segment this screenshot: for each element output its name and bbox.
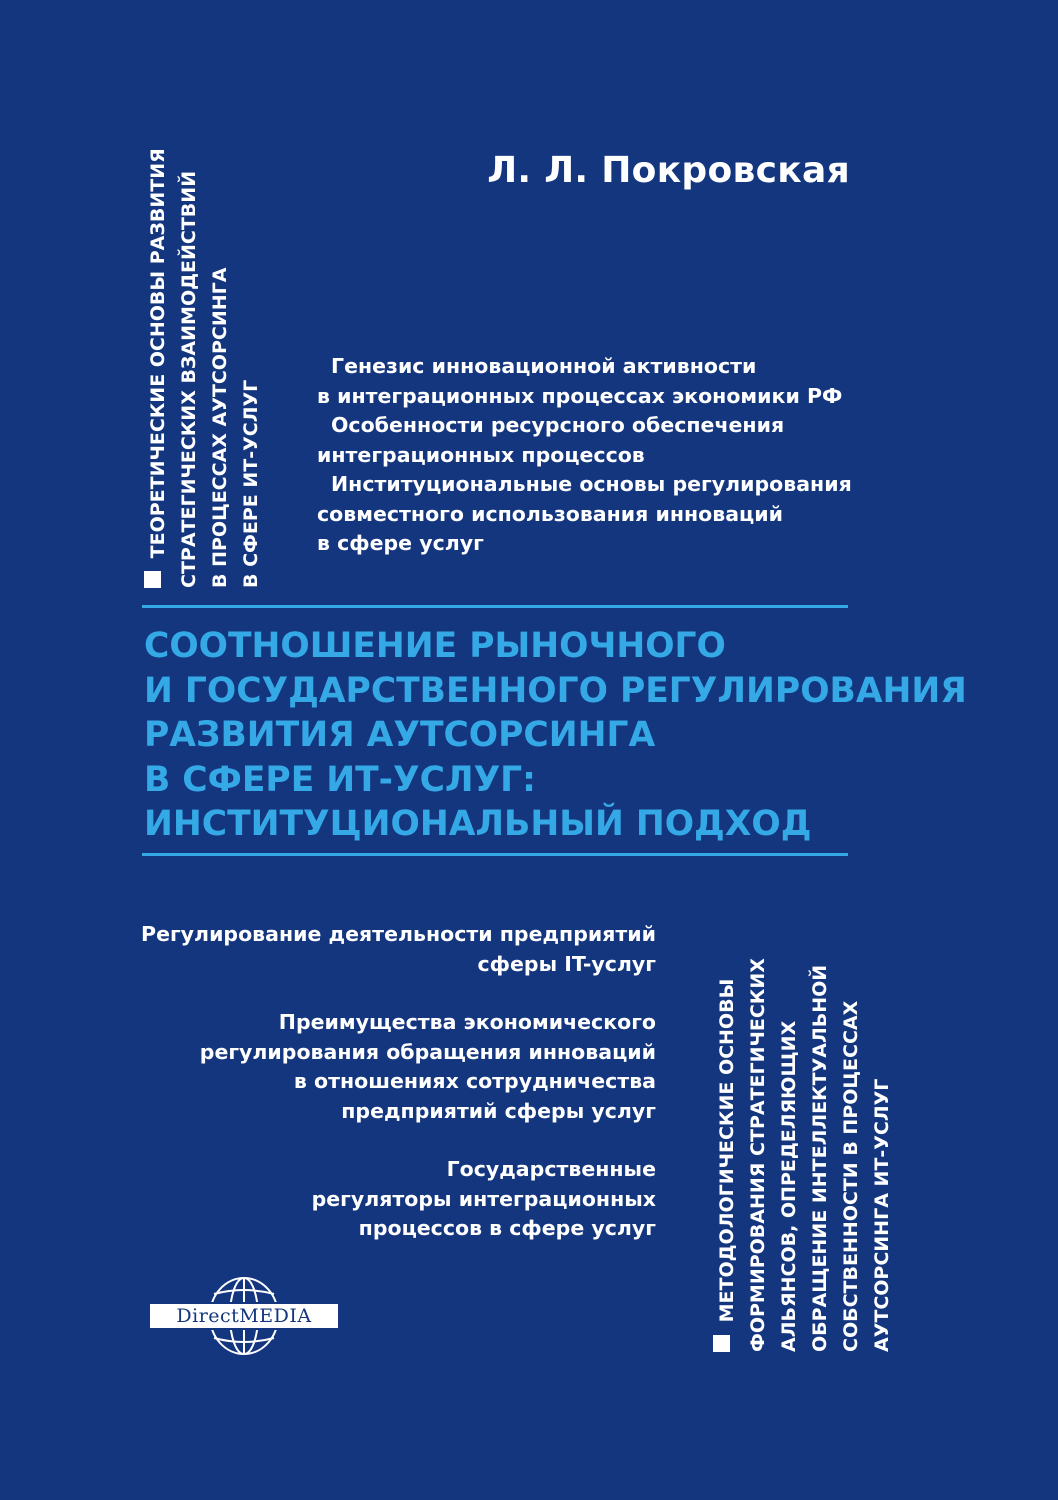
right-sidebar-line-4: ОБРАЩЕНИЕ ИНТЕЛЛЕКТУАЛЬНОЙ — [809, 964, 831, 1352]
left-sidebar-line-1: ТЕОРЕТИЧЕСКИЕ ОСНОВЫ РАЗВИТИЯ — [143, 128, 174, 588]
title-line-4: В СФЕРЕ ИТ-УСЛУГ: — [144, 759, 536, 800]
left-sidebar-line-3: В ПРОЦЕССАХ АУТСОРСИНГА — [209, 267, 231, 588]
publisher-name: DirectMEDIA — [148, 1302, 340, 1330]
top-topic-1: Генезис инновационной активности в интеграционных процессах экономики РФ — [317, 354, 843, 408]
right-sidebar-topic — [712, 924, 898, 1352]
bottom-topic-2: Преимущества экономического регулирования обращения инноваций в отношениях сотрудничества предприятий сферы услуг — [199, 1010, 656, 1123]
left-sidebar-topic — [143, 128, 267, 588]
right-sidebar-line-5: СОБСТВЕННОСТИ В ПРОЦЕССАХ — [840, 1000, 862, 1352]
bottom-topic-1: Регулирование деятельности предприятий сферы IT-услуг — [141, 922, 656, 976]
right-sidebar-line-6: АУТСОРСИНГА ИТ-УСЛУГ — [871, 1078, 893, 1352]
title-rule-bottom — [142, 853, 848, 856]
publisher-logo — [148, 1268, 340, 1364]
title-line-1: СООТНОШЕНИЕ РЫНОЧНОГО — [144, 626, 726, 666]
square-bullet-icon — [144, 571, 161, 588]
top-topic-2: Особенности ресурсного обеспечения интеграционных процессов — [317, 413, 785, 467]
title-line-3: РАЗВИТИЯ АУТСОРСИНГА — [144, 715, 656, 755]
right-sidebar-line-1: МЕТОДОЛОГИЧЕСКИЕ ОСНОВЫ — [712, 924, 743, 1352]
top-topics-list — [317, 352, 877, 559]
author-name: Л. Л. Покровская — [487, 150, 850, 191]
title-line-2: И ГОСУДАРСТВЕННОГО РЕГУЛИРОВАНИЯ — [144, 670, 967, 711]
top-topic-3: Институциональные основы регулирования совместного использования инноваций в сфере услуг — [317, 472, 852, 555]
right-sidebar-line-3: АЛЬЯНСОВ, ОПРЕДЕЛЯЮЩИХ — [778, 1020, 800, 1352]
right-sidebar-line-2: ФОРМИРОВАНИЯ СТРАТЕГИЧЕСКИХ — [747, 958, 769, 1352]
title-line-5: ИНСТИТУЦИОНАЛЬНЫЙ ПОДХОД — [144, 804, 812, 844]
title-rule-top — [142, 605, 848, 608]
book-title — [144, 624, 967, 847]
bottom-topics-list — [120, 920, 656, 1273]
left-sidebar-line-4: В СФЕРЕ ИТ-УСЛУГ — [240, 379, 262, 588]
square-bullet-icon — [713, 1335, 730, 1352]
left-sidebar-line-2: СТРАТЕГИЧЕСКИХ ВЗАИМОДЕЙСТВИЙ — [178, 170, 200, 588]
bottom-topic-3: Государственные регуляторы интеграционных процессов в сфере услуг — [311, 1157, 656, 1240]
